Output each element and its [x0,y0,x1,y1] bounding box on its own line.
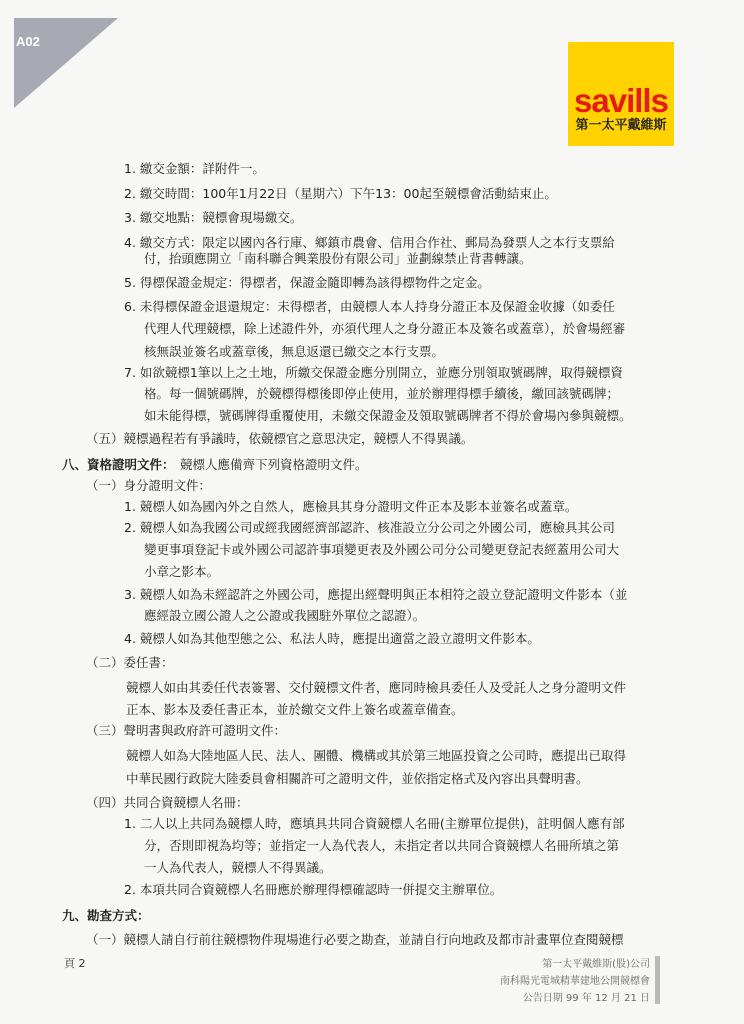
text-line: 一人為代表人，競標人不得異議。 [144,860,332,875]
text-line: 5. 得標保證金規定：得標者，保證金隨即轉為該得標物件之定金。 [124,275,490,290]
text-line: （四）共同合資競標人名冊： [86,795,249,810]
text-line: 3. 競標人如為未經認許之外國公司，應提出經聲明與正本相符之設立登記證明文件影本（並 [124,587,628,602]
text-line: 格。每一個號碼牌，於競標得標後即停止使用，並於辦理得標手續後，繳回該號碼牌； [144,386,620,401]
text-line: 核無誤並簽名或蓋章後，無息返還已繳交之本行支票。 [144,344,445,359]
logo-subtitle: 第一太平戴維斯 [575,118,667,133]
text-line: （五）競標過程若有爭議時，依競標官之意思決定，競標人不得異議。 [86,431,474,446]
text-line: 1. 繳交金額：詳附件一。 [124,161,265,176]
text-line: 代理人代理競標，除上述證件外，亦須代理人之身分證正本及簽名或蓋章），於會場經審 [144,321,626,336]
text-line: 3. 繳交地點：競標會現場繳交。 [124,210,303,225]
text-line: 6. 未得標保證金退還規定：未得標者，由競標人本人持身分證正本及保證金收據（如委任 [124,299,615,314]
text-line: 7. 如欲競標1筆以上之土地，所繳交保證金應分別開立，並應分別領取號碼牌，取得競標資 [124,365,623,380]
text-line: 1. 二人以上共同為競標人時，應填具共同合資競標人名冊(主辦單位提供)，註明個人應有部 [124,816,625,831]
text-line: 競標人如為大陸地區人民、法人、團體、機構或其於第三地區投資之公司時，應提出已取得 [126,748,627,763]
footer-info [500,956,650,1007]
text-line: 2. 繳交時間：100年1月22日（星期六）下午13：00起至競標會活動結束止。 [124,186,557,201]
text-line: 2. 競標人如為我國公司或經我國經濟部認許、核准設立分公司之外國公司，應檢具其公司 [124,520,615,535]
text-line: 付，抬頭應開立「南科聯合興業股份有限公司」並劃線禁止背書轉讓。 [144,251,532,266]
text-line: 4. 競標人如為其他型態之公、私法人時，應提出適當之設立證明文件影本。 [124,631,540,646]
text-line: （三）聲明書與政府許可證明文件： [86,723,287,738]
savills-logo [568,42,674,146]
text-line: 1. 競標人如為國內外之自然人，應檢具其身分證明文件正本及影本並簽名或蓋章。 [124,499,578,514]
corner-label: A02 [16,34,40,49]
corner-tab [14,18,118,108]
footer-divider [655,956,660,1004]
logo-word: savills [574,82,668,119]
text-line: 競標人如由其委任代表簽署、交付競標文件者，應同時檢具委任人及受託人之身分證明文件 [126,680,627,695]
text-line: 如未能得標，號碼牌得重覆使用，未繳交保證金及領取號碼牌者不得於會場內參與競標。 [144,408,632,423]
text-line: 應經設立國公證人之公證或我國駐外單位之認證）。 [144,608,426,623]
text-line: 正本、影本及委任書正本，並於繳交文件上簽名或蓋章備查。 [126,702,464,717]
page-number: 頁 2 [64,957,86,970]
text-line: 分，否則即視為均等；並指定一人為代表人，未指定者以共同合資競標人名冊所填之第 [144,838,620,853]
text-line: 小章之影本。 [144,564,220,579]
text-line: 變更事項登記卡或外國公司認許事項變更表及外國公司分公司變更登記表經蓋用公司大 [144,542,620,557]
text-line: （一）身分證明文件： [86,478,212,493]
text-line: 2. 本項共同合資競標人名冊應於辦理得標確認時一併提交主辦單位。 [124,882,503,897]
text-line: 4. 繳交方式：限定以國內各行庫、鄉鎮市農會、信用合作社、郵局為發票人之本行支票給 [124,235,615,250]
footer-date: 公告日期 99 年 12 月 21 日 [522,993,650,1004]
footer-company: 第一太平戴維斯(股)公司 [542,959,650,970]
text-line: （二）委任書： [86,655,174,670]
text-line: 中華民國行政院大陸委員會相關許可之證明文件，並依指定格式及內容出具聲明書。 [126,771,589,786]
footer-event: 南科陽光電城精華建地公開競標會 [500,976,650,987]
text-line: 競標人應備齊下列資格證明文件。 [180,457,368,472]
text-line: 八、資格證明文件： [62,457,175,472]
text-line: （一）競標人請自行前往競標物件現場進行必要之勘查，並請自行向地政及都市計畫單位查閱競標 [86,932,624,947]
text-line: 九、勘查方式： [62,908,150,923]
